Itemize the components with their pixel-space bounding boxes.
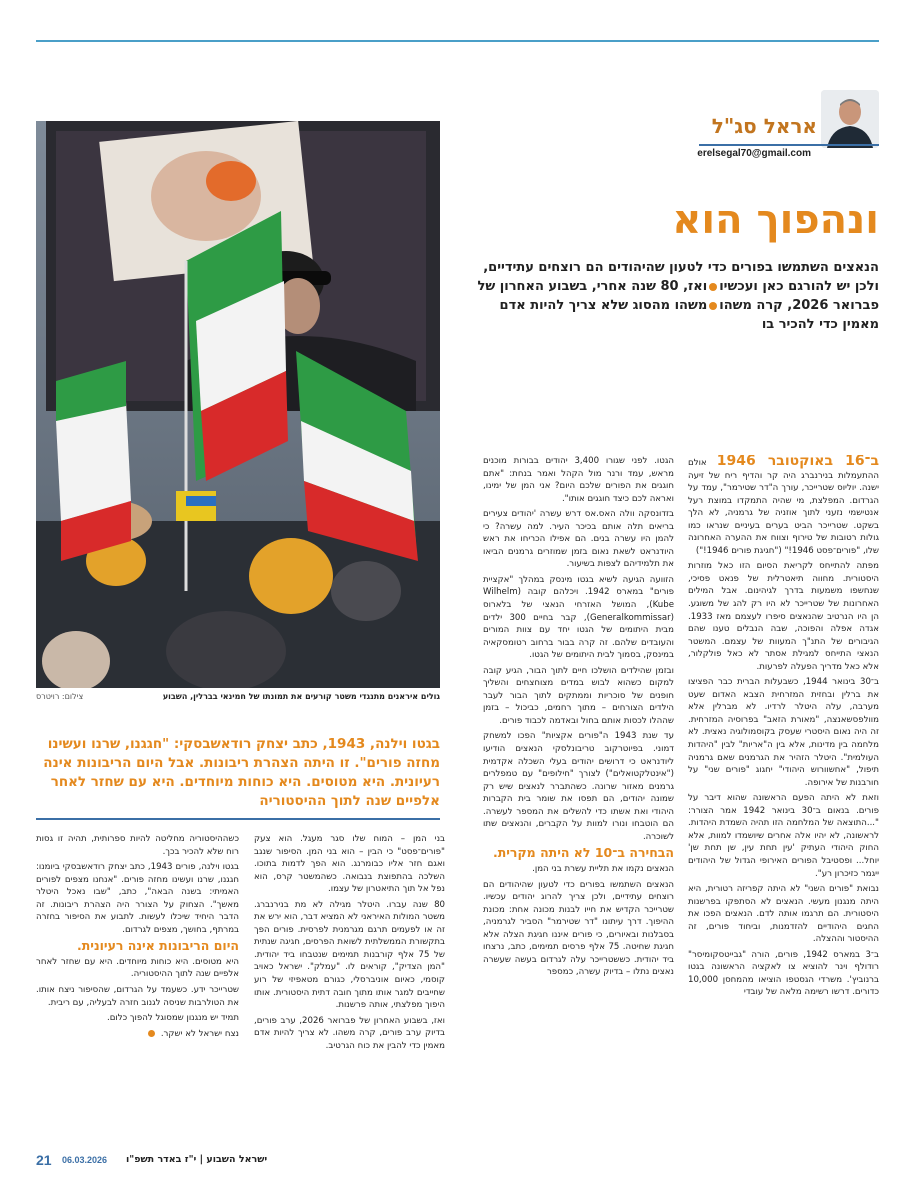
article-headline: ונהפוך הוא — [672, 197, 879, 243]
article-column-4 — [36, 833, 239, 1138]
paragraph: היא מטוסים. היא כוחות מיוחדים. היא עם שחזר לאחר אלפיים שנה לתוך ההיסטוריה. — [36, 956, 239, 980]
article-deck — [464, 258, 879, 334]
closing-line: נצח ישראל לא ישקר. — [160, 1028, 239, 1039]
article-column-2 — [483, 455, 674, 1135]
paragraph: כשההיסטוריה מחליטה להיות ספרותית, תהיה זו גסות רוח שלא להכיר בכך. — [36, 834, 239, 857]
paragraph: אולם ההתעמלות בנירנברג היה קר והדיף ריח של זיעה ישנה. יוליוס שטרייכר, עורך ה"דר שטירמר", עמד על הגרדום. המפלצת, מי שהיה התמקדו במוצת רעל אנטישמי נזעני לתוך אוזניה של גרמניה, לא הלך בשקט. שטרייכר הביט בערים בעיניים שנראו כמו גולות רטובות של טירוף וצווח את ההערה האחרונה שלו, "פורים־פסט 1946!" ("חגיגת פורים 1946!") — [688, 458, 879, 556]
pull-quote: בגטו וילנה, 1943, כתב יצחק רודאשבסקי: "חגגנו, שרנו ועשינו מחזה פורים". זו היתה הצהרת ריבונות. אבל היום הריבונות אינה רעיונית. היא מטוסים. היא כוחות מיוחדים. היא עם שחזר לאחר אלפיים שנה לתוך ההיסטוריה — [43, 736, 440, 809]
paragraph: שטרייכר ידע. כשעמד על הגרדום, שהסיפור ניצח אותו. את הטולרבות שניסה לגנוב חזרה לבעליה, עם ריבית. — [36, 985, 239, 1008]
subhead: הבחירה ב־10 לא היתה מקרית. — [492, 845, 674, 861]
paragraph: הנאצים נקמו את תליית עשרת בני המן. — [532, 863, 674, 874]
deck-part-2: ואז, 80 שנה אחרי, בשבוע האחרון של פברואר 2026, קרה משהו — [477, 279, 879, 313]
paragraph: מפתה להתייחס לקריאת הסיום הזו כאל מוזרות היסטורית. מחווה תיאטרלית של פנאט פסיכי, שנחשפו משמעות בדרך לגיהינום. אבל המילים האחרונות של שטרייכר לא היו רק להג של משוגע. הן היו הנרטיב שהנאצים סיפרו לעצמם מאז 1933. אגדה אפלה והפוכה, שבה הנבלים טענו שהם הגיבורים של התנ"ך המעוות של עצמם. המשטר הנאצי התייחס למגילת אסתר לא כאל פולקלור, אלא כאל מדריך הפעלה לפרעות. — [688, 561, 879, 672]
paragraph: בזדונסקה וולה האס.אס דרש עשרה 'יהודים צעירים בריאים תלה אותם בכיכר העיר. למה עשרה? כי להמן היו עשרה בנים. הם אפילו הכריחו את ראש היודנראט לשאת נאום בזמן שמוזרים גרמנים הביאו את תלמידיהם לצפות בשיעור. — [483, 509, 674, 570]
author-photo — [821, 90, 879, 148]
article-column-1 — [688, 455, 879, 1135]
issue-date: 06.03.2026 — [62, 1155, 108, 1165]
lead-in: ב־16 באוקטובר 1946 — [716, 455, 879, 469]
deck-part-3: משהו מהסוג שלא צריך להיות אדם מאמין כדי להכיר בו — [499, 298, 879, 332]
paragraph: בני המן – המוח שלו סגר מעגל. הוא צעק "פורים־פסט" כי הבין – הוא בני המן. הסיפור שנגב ואגם חזר אליו כבומרנג. הוא הפך לדמות בתוכו. השלכה בהתפוצת בנבואה. כשהמשטר קרס, הוא נפל אל תוך התיאטרון של עצמו. — [254, 834, 445, 895]
paragraph: הנאצים השתמשו בפורים כדי לטעון שהיהודים הם רוצחים עתידיים, ולכן צריך להרוג יהודים עכשיו. שטרייכר הקדיש את חייו לבנות מכונה אחת: מכונת ההיפוך. דרך עיתונו "דר שטירמר" הסביר לגרמניה, בסבלנות ובאיורים, כי פורים איננו חגיגת הצלה אלא חגיגת שחיטה. 75 אלף פרסים תמימים, כתב, נרצחו ביד יהודית. כששטרייכר עלה לגרדום בעשה שעשרה נאצים נתלו – בדיוק עשרה, כמספר — [483, 879, 674, 978]
paragraph: ובזמן שהילדים הושלכו חיים לתוך הבור, הגיע קובה למקום כשהוא לבוש במדים מצוחצחים והשליך חופנים של סוכריות וממתקים לתוך הבור לעבר הילדים הצורחים – מתוך רחמים, כביכול – בזמן שההלו לכסות אותם בחול ובאדמה לכבוד פורים. — [483, 665, 674, 726]
page-number: 21 — [36, 1152, 52, 1168]
paragraph: 80 שנה עברו. היטלר מגילה לא מת בנירנברג. משטר המולות האיראני לא המציא דבר, הוא ירש את זה או לפעמים תרגם מגרמנית לפרסית. פורים הפך בתקשורת הממשלתית לשואת הפרסים, חגיגה שנתית של 75 אלף קורבנות תמימים שנטבחו ביד יהודית. "המן הצדיק", קוראים לו. "עמלק". ישראל כאויב קוסמי, כאיום אוניברסלי, כגורם מטאפיזי של רוע שחייבים למגר אותו מתוך חובה דתית היסטורית. אותו היפוך מפלצתי, אותה פרשנות. — [254, 899, 445, 1011]
paragraph: הגטו. לפני שגורו 3,400 יהודים בבורות מוכנים מראש, עמד ורנר מול הקהל ואמר בנחת: "אתם חוגגים את הפורים שלכם היום? אני המן של ימינו, ואראה לכם כיצד חוגגים אותו". — [483, 456, 674, 504]
main-photo — [36, 121, 440, 688]
photo-caption-row — [36, 692, 440, 701]
paragraph: ב־3 במארס 1942, פורים, הורה "גבייטסקומיסר" רודולף וינר להוציא צו לאקציה הראשונה בגטו ברנוביץ'. משרדי הגסטפו הוציאו מהמחסן 10,000 כדורים. דרשו רשימה מלאה של עובדי — [688, 949, 879, 998]
photo-caption: גולים איראנים מתנגדי משטר קורעים את תמונתו של חמינאי בברלין, השבוע — [162, 692, 440, 701]
subhead: היום הריבונות אינה רעיונית. — [76, 938, 239, 954]
author-name: אראל סג"ל — [711, 114, 817, 138]
author-block — [684, 88, 879, 163]
page-footer — [36, 1150, 879, 1172]
pull-quote-rule — [36, 818, 440, 820]
photo-credit: צילום: רויטרס — [36, 692, 84, 701]
paragraph: ב־30 בינואר 1944, כשבעלות הברית כבר הפציצו את ברלין ובחזית המזרחית הצבא האדום שעט מערבה, עלה היטלר לרדיו. לא מברלין אלא מוולפסשאנצה, "מאורת הזאב" בפרוסיה המזרחית. זה היה נאום היסטרי שעסק בקוסמולוגיה נאצית. לא מלחמה בין מדינות, אלא בין ה"אריות" לבין "היהדות העולמית". היטלר הזהיר את הגרמנים שאם גרמניה תיפול, "אחשוורוש היהודי" יחגוג "פורים שני" על חורבנות של אירופה. — [688, 677, 879, 788]
paragraph: בגטו וילנה, פורים 1943, כתב יצחק רודאשבסקי ביומנו: חגגנו, שרנו ועשינו מחזה פורים. "אנחנו מצפים לפורים האמיתי: בשנה הבאה", כתב, "שבו נאכל היטלר מאשך". הצחוק על הצורר היה הצהרת ריבונות. זה הדבר היחיד שיכלו לעשות. לתבוע את הסיפור בחזרה במרתף, בחושך, מצפים לגרדום. — [36, 862, 239, 935]
paragraph: נבואת "פורים השני" לא היתה קפריזה רטורית, היא היתה מנגנון מעשי. הנאצים לא הסתפקו בפרשנות היסטורית. הם תרגמו אותה לדם. הנאצים הפכו את החגים היהודיים להזדמנות, וביחוד פורים, זה ההיסטור וההצלה. — [688, 884, 879, 945]
paragraph: תמיד יש מנגנון שמסוגל להפוך כלום. — [106, 1013, 239, 1024]
top-rule — [36, 40, 879, 42]
deck-part-1: הנאצים השתמשו בפורים כדי לטעון שהיהודים הם רוצחים עתידיים, ולכן יש להורגם כאן ועכשיו — [483, 260, 879, 294]
bullet-dot-icon — [709, 283, 717, 291]
end-mark-icon — [148, 1030, 155, 1037]
bullet-dot-icon — [709, 302, 717, 310]
article-column-3 — [254, 833, 445, 1138]
paragraph: הזוועה הגיעה לשיא בגטו מינסק במהלך "אקציית פורים" במארס 1942. ויכלהם קובה (Wilhelm Kube), המושל האזרחי הנאצי של בלארוס (Generalkommissar), קבר בחיים 300 ילדים מבית היתומים של הגטו יחד עם צוות המורים והעובדים שלהם. זה קרה בבור ברחוב רטומסקאיה במינסק, בסמוך לבית היתומים של הגטו. — [483, 574, 674, 661]
paragraph: ואז, בשבוע האחרון של פברואר 2026, ערב פורים, בדיוק ערב פורים, קרה משהו. לא צריך להיות אדם מאמין כדי להבין את כוח הגרטיב. — [254, 1015, 445, 1051]
paragraph: וזאת לא היתה הפעם הראשונה שהוא דיבר על פורים. בנאום ב־30 בינואר 1942 אמר הצורר: "...התוצאה של המלחמה הזו תהיה השמדת היהדות. לראשונה, לא יהיו אלה אחרים שיושמדו למוות, אלא החוק היהודי העתיק 'עין תחת עין, שן תחת שן' יוחל... ופסטיבל הפורים האירופי הגדול של היהודים ייגמר כזיכרון רע". — [688, 793, 879, 879]
author-email[interactable]: erelsegal70@gmail.com — [697, 148, 811, 159]
author-rule — [699, 144, 879, 146]
publication-name: ישראל השבוע | י"ז באדר תשפ"ו — [126, 1154, 268, 1165]
paragraph: עד שנת 1943 ה"פורים אקציות" הפכו למשחק דמוני. בפיוטרקוב טריבונלסקי הנאצים הודיעו ליודנראט כי דרושים יהודים בעלי השכלה אקדמית ("אינטלקטואלים") לצורך "חילופים" עם טמפלרים גרמנים מאזור שרונה. כשהתברר לנאצים שיש רק שמונה יהודים, הם תפסו את שומר בית הקברות היהודי ואת אשתו כדי להשלים את המספר לעשרה. הם הוטבחו ונורו למוות על הקברים, והנאצים שתו לשוכרה. — [483, 731, 674, 842]
